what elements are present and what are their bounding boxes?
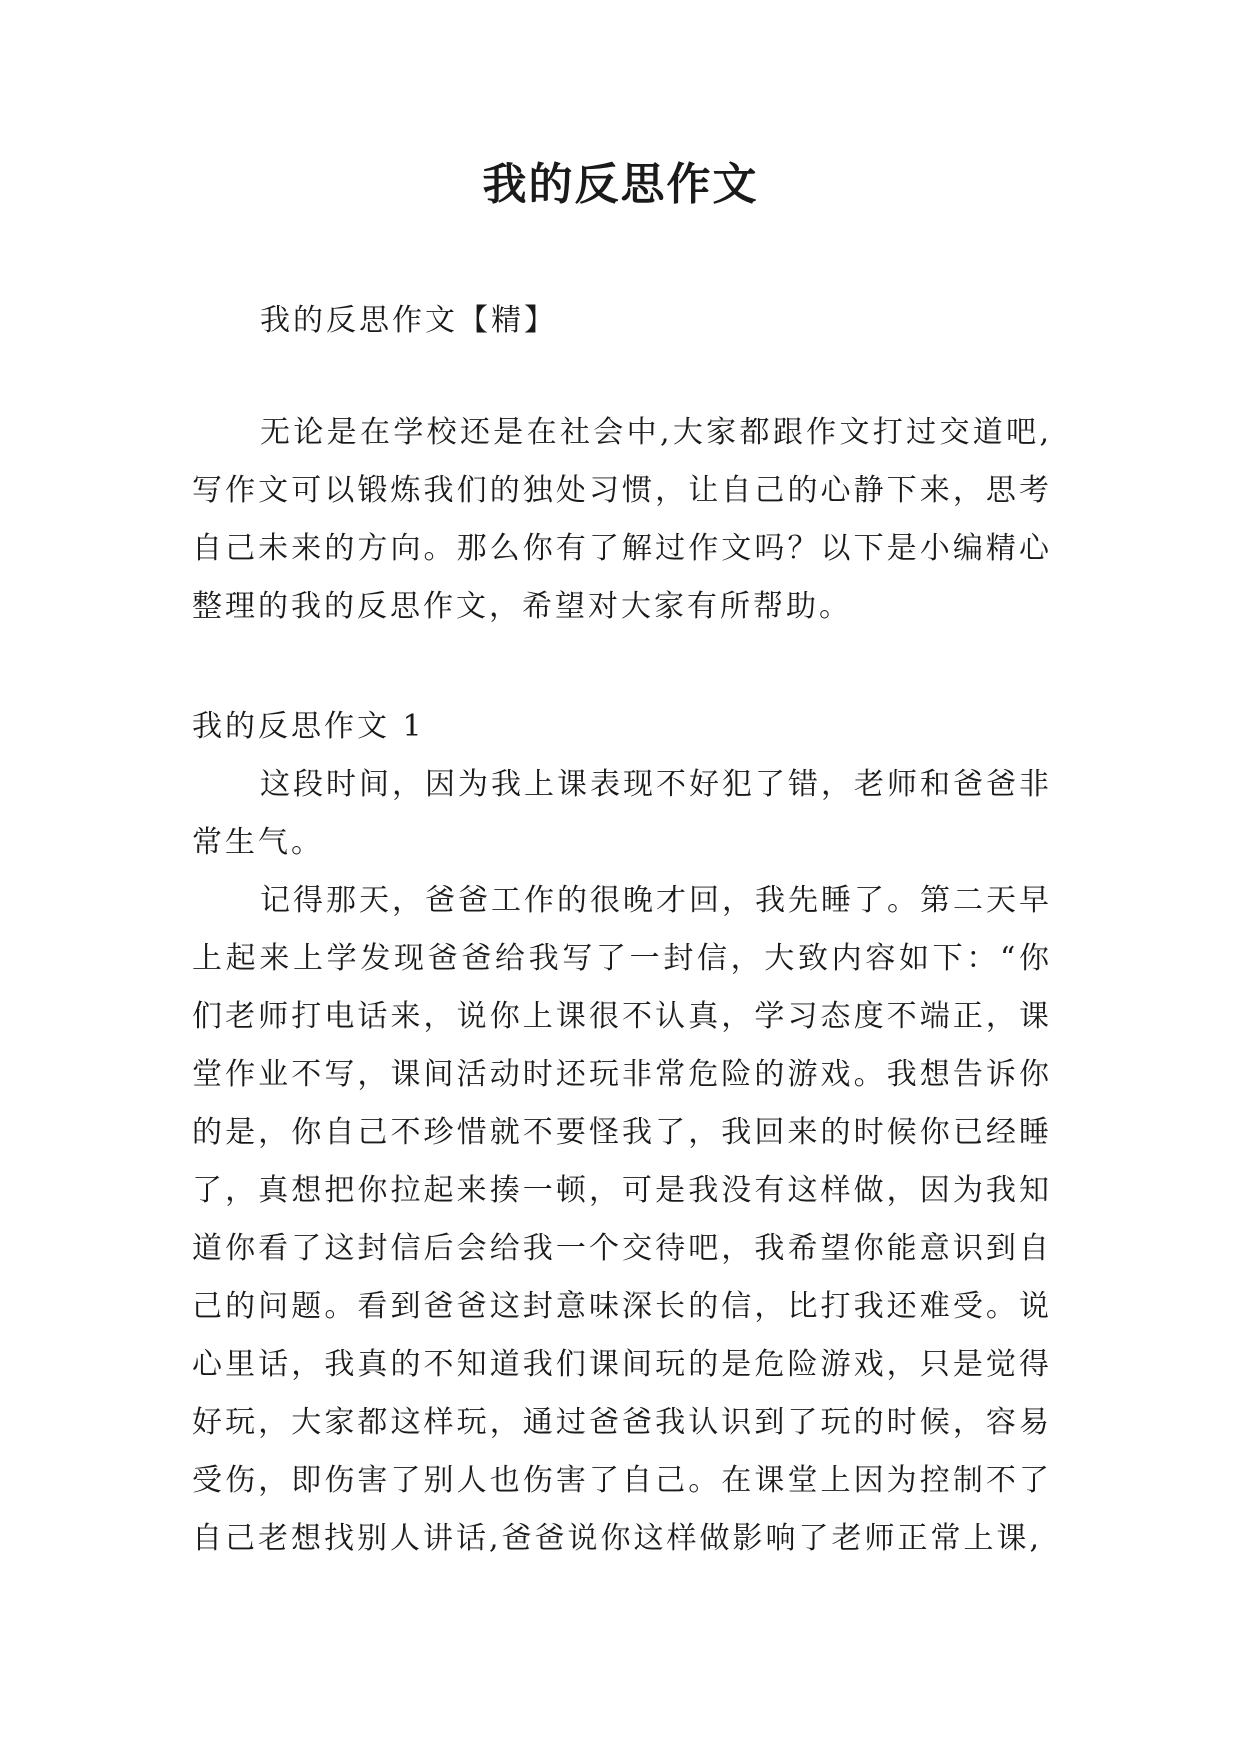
intro-paragraph: 无论是在学校还是在社会中,大家都跟作文打过交道吧,写作文可以锻炼我们的独处习惯，让自己的心静下来，思考自己未来的方向。那么你有了解过作文吗？以下是小编精心整理的我的反思作文，希望对大家有所帮助。 (192, 415, 1052, 624)
body-paragraph: 这段时间，因为我上课表现不好犯了错，老师和爸爸非常生气。 (192, 767, 1052, 860)
document-title: 我的反思作文 (482, 159, 759, 210)
document-subtitle: 我的反思作文【精】 (260, 303, 557, 338)
section-heading: 我的反思作文 1 (192, 709, 425, 744)
body-text (192, 756, 1052, 1568)
body-paragraph: 记得那天，爸爸工作的很晚才回，我先睡了。第二天早上起来上学发现爸爸给我写了一封信，大致内容如下：“你们老师打电话来，说你上课很不认真，学习态度不端正，课堂作业不写，课间活动时还玩非常危险的游戏。我想告诉你的是，你自己不珍惜就不要怪我了，我回来的时候你已经睡了，真想把你拉起来揍一顿，可是我没有这样做，因为我知道你看了这封信后会给我一个交待吧，我希望你能意识到自己的问题。看到爸爸这封意味深长的信，比打我还难受。说心里话，我真的不知道我们课间玩的是危险游戏，只是觉得好玩，大家都这样玩，通过爸爸我认识到了玩的时候，容易受伤，即伤害了别人也伤害了自己。在课堂上因为控制不了自己老想找别人讲话,爸爸说你这样做影响了老师正常上课, (192, 883, 1052, 1556)
